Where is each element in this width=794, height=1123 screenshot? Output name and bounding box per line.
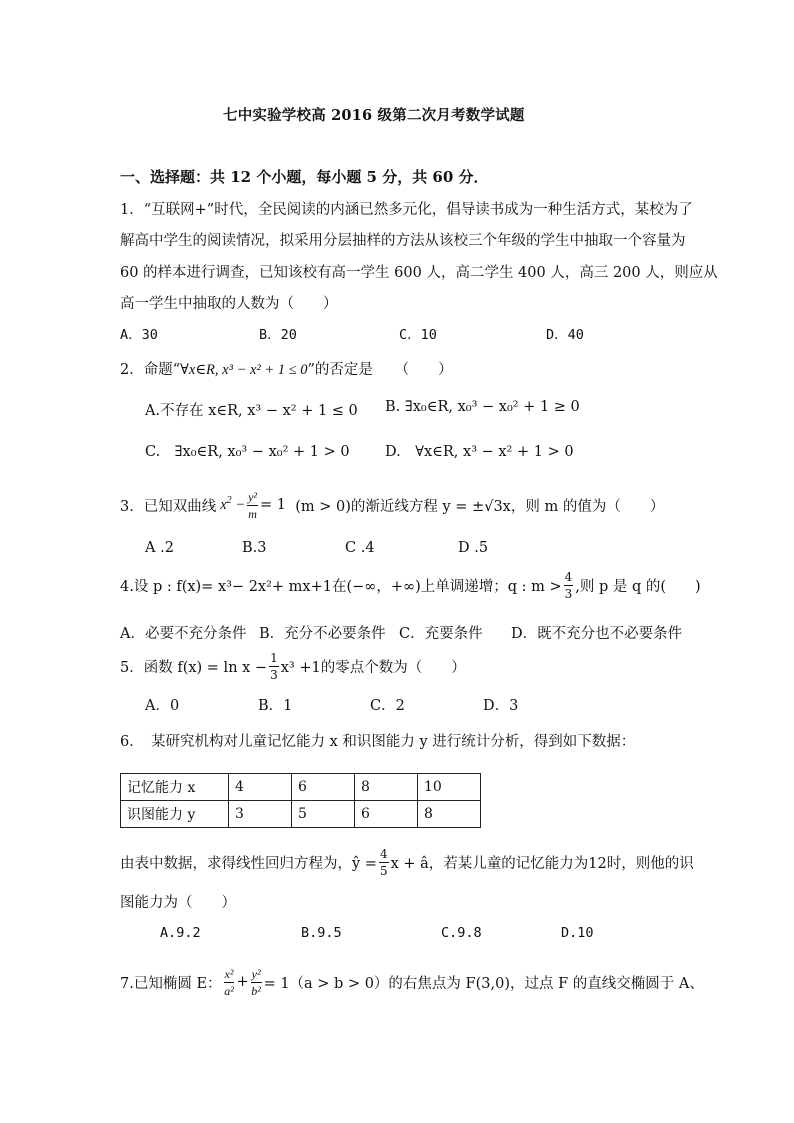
q2-stem <box>120 358 453 379</box>
q7-stem-suffix: = 1（a > b > 0）的右焦点为 F(3,0)，过点 F 的直线交椭圆于 A、 <box>263 975 704 992</box>
q7-frac2-den: b² <box>251 983 261 998</box>
table-row <box>121 801 481 828</box>
q6-option-d: D.10 <box>561 925 594 941</box>
q6-fraction <box>379 848 389 877</box>
q5-option-c: C．2 <box>370 698 405 714</box>
q2-option-a: A.不存在 x∈R, x³ − x² + 1 ≤ 0 <box>145 403 358 419</box>
q6-option-a: A.9.2 <box>160 925 201 941</box>
q2-option-c: C. ∃x₀∈R, x₀³ − x₀² + 1 > 0 <box>145 444 350 460</box>
q6-stem: 6． 某研究机构对儿童记忆能力 x 和识图能力 y 进行统计分析，得到如下数据： <box>120 734 636 750</box>
page-title: 七中实验学校高 2016 级第二次月考数学试题 <box>223 107 525 124</box>
q4-frac-num: 4 <box>564 569 573 584</box>
q1-line-1: 1．“互联网+”时代，全民阅读的内涵已然多元化，倡导读书成为一种生活方式，某校为了 <box>120 202 693 218</box>
q3-stem-suffix: (m > 0)的渐近线方程 y = ±√3x，则 m 的值为（ ） <box>295 498 665 515</box>
q6-regression-line <box>120 842 694 882</box>
q3-option-a: A .2 <box>145 540 174 556</box>
q3-fraction <box>247 491 258 520</box>
table-cell: 4 <box>229 774 292 801</box>
q4-option-b: B．充分不必要条件 <box>259 626 386 642</box>
table-cell: 识图能力 y <box>121 801 229 828</box>
table-cell: 6 <box>355 801 418 828</box>
q5-frac-num: 1 <box>270 650 278 665</box>
q4-stem <box>120 565 701 605</box>
q7-frac2-num: y² <box>251 966 261 981</box>
q3-option-d: D .5 <box>458 540 489 556</box>
q7-frac1-den: a² <box>224 983 234 998</box>
q4-option-a: A．必要不充分条件 <box>120 626 247 642</box>
q4-stem-suffix: ,则 p 是 q 的( ) <box>575 578 701 595</box>
q1-option-a: A．30 <box>120 327 158 343</box>
q4-frac-den: 3 <box>564 586 573 601</box>
q1-option-d: D．40 <box>546 327 584 343</box>
q6-after-suffix: x + â，若某儿童的记忆能力为12时，则他的识 <box>390 855 694 872</box>
q2-stem-suffix: ”的否定是 （ ） <box>307 362 453 378</box>
table-cell: 8 <box>418 801 481 828</box>
q6-option-b: B.9.5 <box>301 925 342 941</box>
section-heading: 一、选择题：共 12 个小题，每小题 5 分，共 60 分． <box>120 168 489 186</box>
table-cell: 10 <box>418 774 481 801</box>
q7-frac1-num: x² <box>224 966 234 981</box>
q6-frac-num: 4 <box>379 846 388 861</box>
table-row <box>121 774 481 801</box>
q7-fraction-y <box>251 968 262 997</box>
q1-line-3: 60 的样本进行调查，已知该校有高一学生 600 人，高二学生 400 人，高三 200 人，则应从 <box>120 265 718 281</box>
q4-stem-prefix: 4.设 p : f(x)= x³− 2x²+ mx+1在(−∞，+∞)上单调递增；q : m > <box>120 578 562 595</box>
q5-option-b: B．1 <box>258 698 293 714</box>
table-cell: 5 <box>292 801 355 828</box>
q7-stem-prefix: 7.已知椭圆 E： <box>120 975 222 992</box>
q3-frac-den: m <box>248 506 257 521</box>
q3-frac-num: y² <box>248 489 258 504</box>
q6-frac-den: 5 <box>379 863 388 878</box>
q6-after-line-2: 图能力为（ ） <box>120 895 236 911</box>
q7-stem <box>120 960 704 1004</box>
q6-option-c: C.9.8 <box>441 925 482 941</box>
table-cell: 3 <box>229 801 292 828</box>
table-cell: 6 <box>292 774 355 801</box>
q5-option-d: D．3 <box>483 698 519 714</box>
q2-option-d: D. ∀x∈R, x³ − x² + 1 > 0 <box>385 444 574 460</box>
table-cell: 记忆能力 x <box>121 774 229 801</box>
q2-stem-math: ∀x∈R, x³ − x² + 1 ≤ 0 <box>180 362 308 378</box>
q5-stem <box>120 646 466 686</box>
data-table <box>120 773 481 828</box>
q2-option-b: B. ∃x₀∈R, x₀³ − x₀² + 1 ≥ 0 <box>385 399 580 415</box>
q5-frac-den: 3 <box>270 667 278 682</box>
q5-option-a: A．0 <box>145 698 180 714</box>
q4-option-c: C．充要条件 <box>399 626 483 642</box>
q6-after-prefix: 由表中数据，求得线性回归方程为，ŷ = <box>120 855 377 872</box>
q3-option-c: C .4 <box>345 540 375 556</box>
q4-option-d: D．既不充分也不必要条件 <box>511 626 683 642</box>
q3-stem: 3．已知双曲线 $x^2$ − $\frac{\text{y²}}{m}$ = 1 (m > 0)的渐近线方程 y = ±√3x，则 m 的值为（ ） <box>120 489 665 521</box>
q5-stem-suffix: x³ +1的零点个数为（ ） <box>280 659 466 676</box>
q7-fraction-x <box>224 968 235 997</box>
q3-stem-prefix: 3．已知双曲线 <box>120 498 217 515</box>
q1-line-2: 解高中学生的阅读情况，拟采用分层抽样的方法从该校三个年级的学生中抽取一个容量为 <box>120 233 686 249</box>
q1-option-b: B．20 <box>259 327 297 343</box>
q1-line-4: 高一学生中抽取的人数为（ ） <box>120 296 338 312</box>
q3-option-b: B.3 <box>242 540 267 556</box>
q5-stem-prefix: 5．函数 f(x) = ln x − <box>120 659 268 676</box>
q4-fraction <box>564 571 574 600</box>
q1-option-c: C．10 <box>399 327 437 343</box>
q2-stem-prefix: 2．命题“ <box>120 362 181 378</box>
q7-plus: + <box>236 974 249 990</box>
table-cell: 8 <box>355 774 418 801</box>
q5-fraction <box>269 652 279 681</box>
